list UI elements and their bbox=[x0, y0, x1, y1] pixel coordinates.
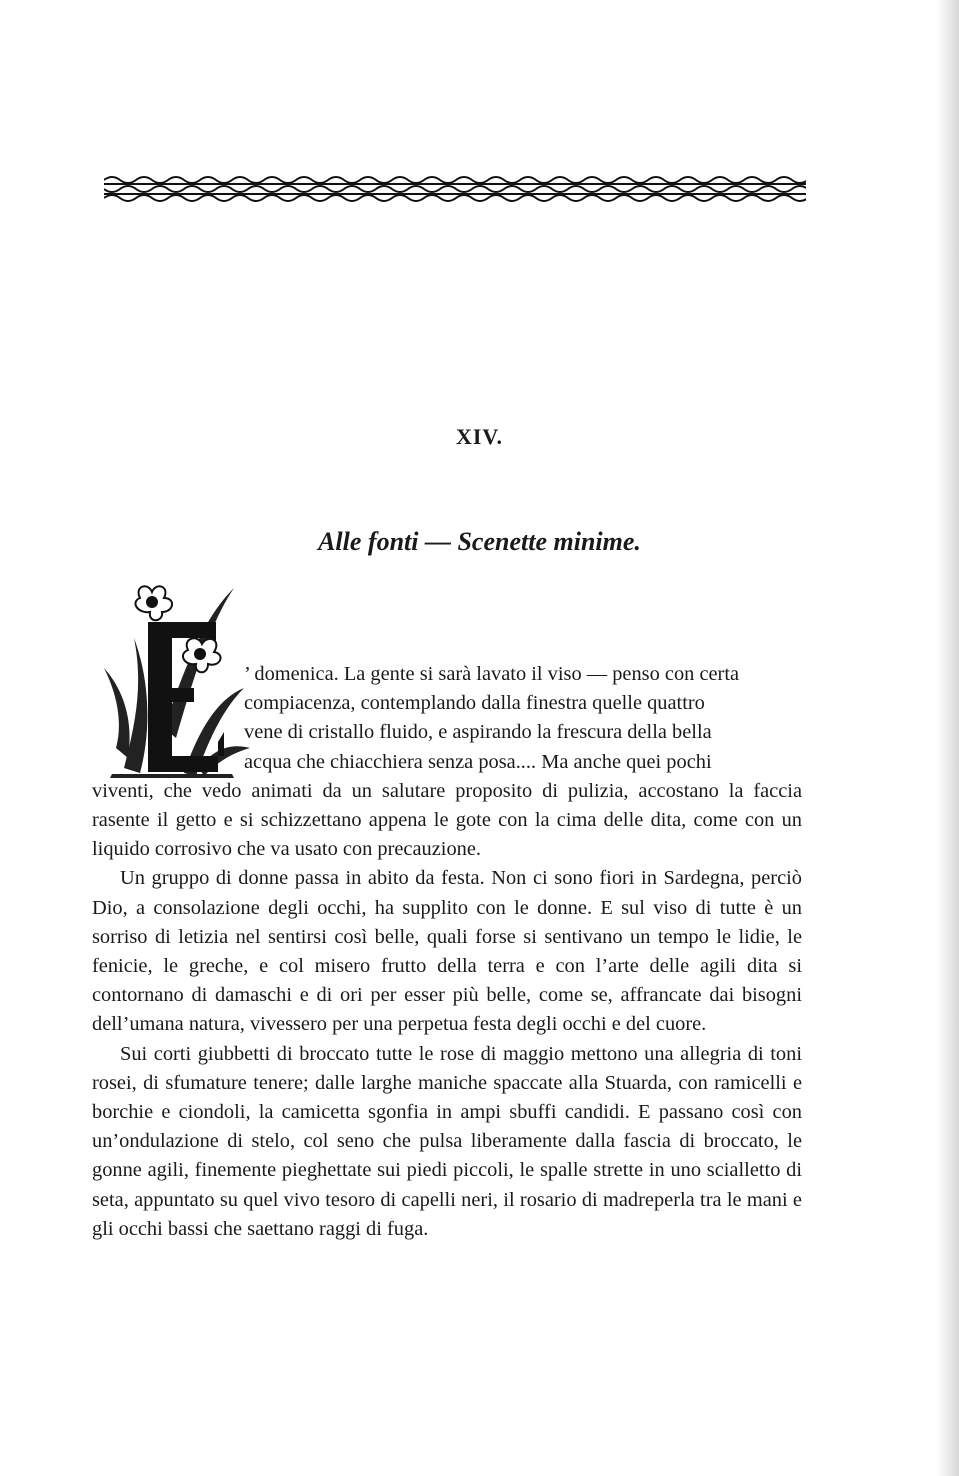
chapter-title: Alle fonti — Scenette minime. bbox=[318, 527, 641, 556]
text-line: vene di cristallo fluido, e aspirando la frescura della bella bbox=[244, 721, 712, 744]
paragraph: Un gruppo di donne passa in abito da festa. Non ci sono fiori in Sardegna, perciò Dio, a consolazione degli occhi, ha supplito con le donne. E sul viso di tutte è un sorriso di letizia nel sentirsi così belle, quali forse si sentivano un tempo le lidie, le fenicie, le greche, e col misero frutto della terra e con l’arte delle agili dita si contornano di damaschi e di ori per esser più belle, come se, affrancate dai bisogni dell’umana natura, vivessero per una perpetua festa degli occhi e del cuore. bbox=[92, 867, 802, 1036]
text-line: compiacenza, contemplando dalla finestra quelle quattro bbox=[244, 692, 705, 715]
page-gutter-shadow bbox=[937, 0, 959, 1476]
text-line: acqua che chiacchiera senza posa.... Ma anche quei pochi bbox=[244, 750, 712, 773]
paragraph-continuation: viventi, che vedo animati da un salutare proposito di pulizia, accostano la faccia rasente il getto e si schizzettano appena le gote con la cima delle dita, come con un liquido corrosivo che va usato con precauzione. bbox=[92, 779, 802, 861]
decorative-border-ornament bbox=[104, 174, 806, 204]
paragraph: Sui corti giubbetti di broccato tutte le rose di maggio mettono una allegria di toni rosei, di sfumature tenere; dalle larghe maniche spaccate alla Stuarda, con ramicelli e borchie e ciondoli, la camicetta sgonfia in ampi sbuffi candidi. E passano così con un’ondulazione di stelo, col seno che pulsa liberamente dalla fascia di broccato, le gonne agili, finemente pieghettate sui piedi piccoli, le spalle strette in uno scialletto di seta, appuntato su quel vivo tesoro di capelli neri, il rosario di madreperla tra le mani e gli occhi bassi che saettano raggi di fuga. bbox=[92, 1042, 802, 1240]
chapter-number: XIV. bbox=[455, 424, 503, 449]
text-line: ’ domenica. La gente si sarà lavato il viso — penso con certa bbox=[244, 663, 740, 685]
first-paragraph bbox=[92, 660, 802, 864]
body-text bbox=[92, 660, 802, 1244]
